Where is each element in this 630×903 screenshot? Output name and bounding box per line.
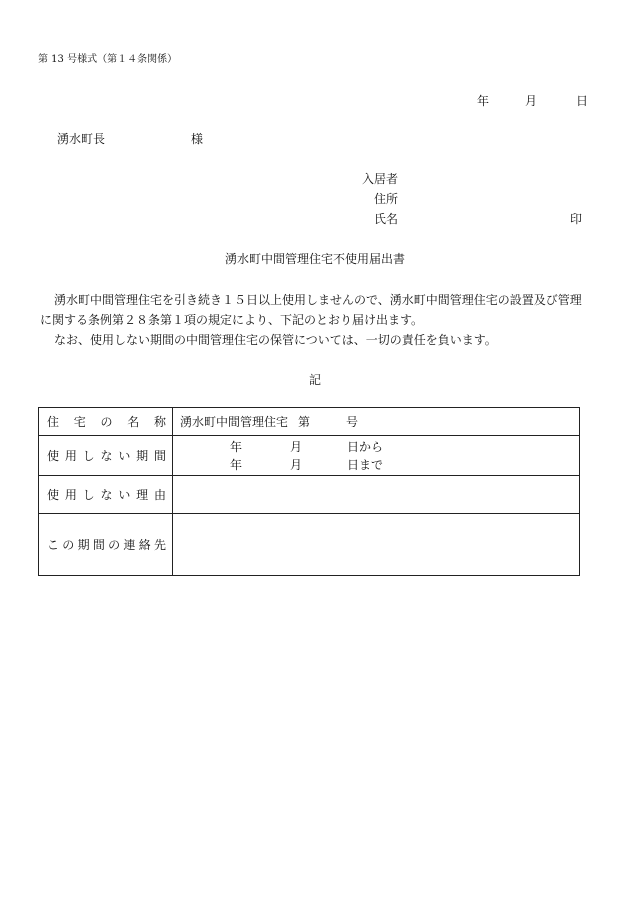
period-to: 年 月 日まで (230, 457, 384, 472)
form-number: 第 13 号様式（第１４条関係） (38, 54, 178, 65)
table-row-unused-period (39, 436, 580, 476)
body-paragraph-1: 湧水町中間管理住宅を引き続き１５日以上使用しませんので、湧水町中間管理住宅の設置及び管理に関する条例第２８条第１項の規定により、下記のとおり届け出ます。 (40, 293, 582, 327)
label-property-name (39, 408, 173, 436)
date-day-label: 日 (576, 94, 589, 108)
addressee-recipient: 湧水町長 (57, 132, 106, 146)
value-unused-reason[interactable] (173, 476, 580, 514)
label-unused-reason (39, 476, 173, 514)
label-chars: こ の 期 間 の 連 絡 先 (47, 538, 166, 552)
document-title: 湧水町中間管理住宅不使用届出書 (224, 252, 405, 266)
label-chars: 使 用 し な い 理 由 (47, 488, 166, 502)
table-row-property-name (39, 408, 580, 436)
address-label: 住所 (374, 192, 399, 206)
seal-mark: 印 (570, 212, 583, 226)
value-contact[interactable] (173, 514, 580, 576)
label-contact (39, 514, 173, 576)
label-unused-period (39, 436, 173, 476)
value-unused-period[interactable] (173, 436, 580, 476)
property-name-prefix: 湧水町中間管理住宅 (180, 415, 289, 429)
table-row-contact (39, 514, 580, 576)
body-text (40, 290, 590, 350)
table-row-unused-reason (39, 476, 580, 514)
property-number-dai: 第 (298, 415, 311, 429)
body-paragraph-2: なお、使用しない期間の中間管理住宅の保管については、一切の責任を負います。 (54, 333, 497, 347)
resident-label: 入居者 (362, 172, 399, 186)
date-year-label: 年 (477, 94, 490, 108)
addressee-honorific: 様 (191, 132, 204, 146)
value-property-name[interactable] (173, 408, 580, 436)
period-from: 年 月 日から (230, 439, 384, 454)
ki-heading: 記 (308, 373, 321, 387)
name-label: 氏名 (374, 212, 399, 226)
property-number-go: 号 (346, 415, 359, 429)
label-chars: 住 宅 の 名 称 (47, 415, 166, 429)
label-chars: 使 用 し な い 期 間 (47, 449, 166, 463)
details-table (38, 407, 580, 576)
date-month-label: 月 (525, 94, 538, 108)
